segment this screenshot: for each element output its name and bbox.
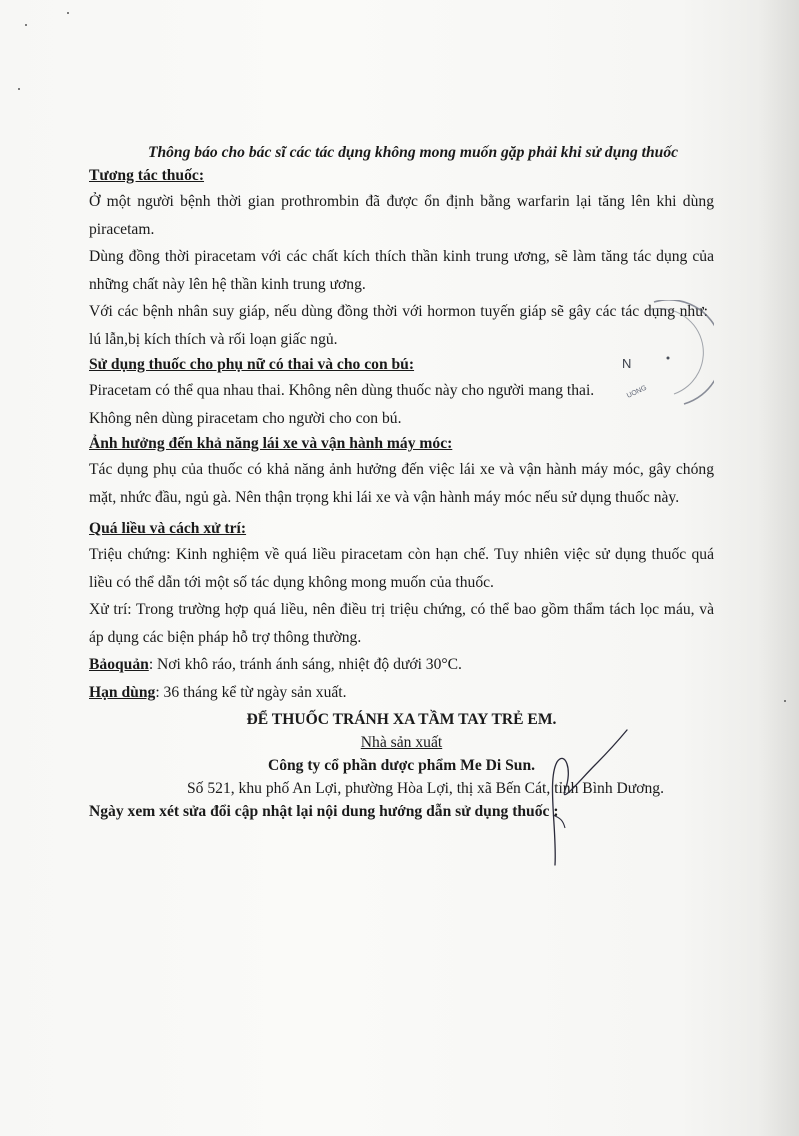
scan-speck [18,88,20,90]
heading-interactions: Tương tác thuốc: [89,167,205,184]
child-warning: ĐỂ THUỐC TRÁNH XA TẦM TAY TRẺ EM. [246,711,557,728]
paragraph: Xử trí: Trong trường hợp quá liều, nên điều trị triệu chứng, có thể bao gồm thẩm tách lọc máu, và áp dụng các biện pháp hỗ trợ thông thường. [89,601,714,646]
heading-overdose: Quá liều và cách xử trí: [89,520,247,537]
paragraph: Với các bệnh nhân suy giáp, nếu dùng đồng thời với hormon tuyến giáp sẽ gây các tác dụng như: lú lẫn,bị kích thích và rối loạn giấc ngủ. [89,303,708,348]
handwritten-signature [535,720,645,870]
paragraph: Không nên dùng piracetam cho người cho con bú. [89,409,402,427]
stamp-star-icon [667,357,670,360]
scan-speck [67,12,69,14]
stamp-text-fragment: UONG [625,384,648,400]
manufacturer-label: Nhà sản xuất [360,734,443,751]
paragraph: Ở một người bệnh thời gian prothrombin đã được ổn định bằng warfarin lại tăng lên khi dùng piracetam. [89,193,714,238]
expiry-label: Hạn dùng [89,683,156,701]
scan-shadow [759,0,799,1136]
expiry-text: : 36 tháng kể từ ngày sản xuất. [155,683,347,701]
intro-note: Thông báo cho bác sĩ các tác dụng không mong muốn gặp phải khi sử dụng thuốc [147,144,679,161]
company-stamp [614,300,714,410]
scan-speck [25,24,27,26]
storage-label: Bảoquản [89,656,149,673]
paragraph: Piracetam có thể qua nhau thai. Không nên dùng thuốc này cho người mang thai. [89,382,595,399]
expiry-line [89,679,714,707]
stamp-letter: N [622,356,632,371]
scan-speck [784,700,786,702]
paragraph: Triệu chứng: Kinh nghiệm về quá liều piracetam còn hạn chế. Tuy nhiên việc sử dụng thuốc quá liều có thể dẫn tới một số tác dụng không mong muốn của thuốc. [89,546,714,591]
paragraph: Tác dụng phụ của thuốc có khả năng ảnh hưởng đến việc lái xe và vận hành máy móc, gây chóng mặt, nhức đầu, ngủ gà. Nên thận trọng khi lái xe và vận hành máy móc nếu sử dụng thuốc này. [89,461,714,506]
revision-date: Ngày xem xét sửa đổi cập nhật lại nội dung hướng dẫn sử dụng thuốc : [89,803,559,820]
heading-driving: Ảnh hưởng đến khả năng lái xe và vận hành máy móc: [89,435,453,452]
paragraph: Dùng đồng thời piracetam với các chất kích thích thần kinh trung ương, sẽ làm tăng tác dụng của những chất này lên hệ thần kinh trung ương. [89,248,714,293]
company-name: Công ty cổ phần dược phẩm Me Di Sun. [267,757,536,774]
storage-line [89,651,714,679]
storage-text: : Nơi khô ráo, tránh ánh sáng, nhiệt độ dưới 30°C. [148,656,462,673]
company-address: Số 521, khu phố An Lợi, phường Hòa Lợi, thị xã Bến Cát, tỉnh Bình Dương. [187,780,664,797]
heading-pregnancy: Sử dụng thuốc cho phụ nữ có thai và cho con bú: [89,356,415,373]
